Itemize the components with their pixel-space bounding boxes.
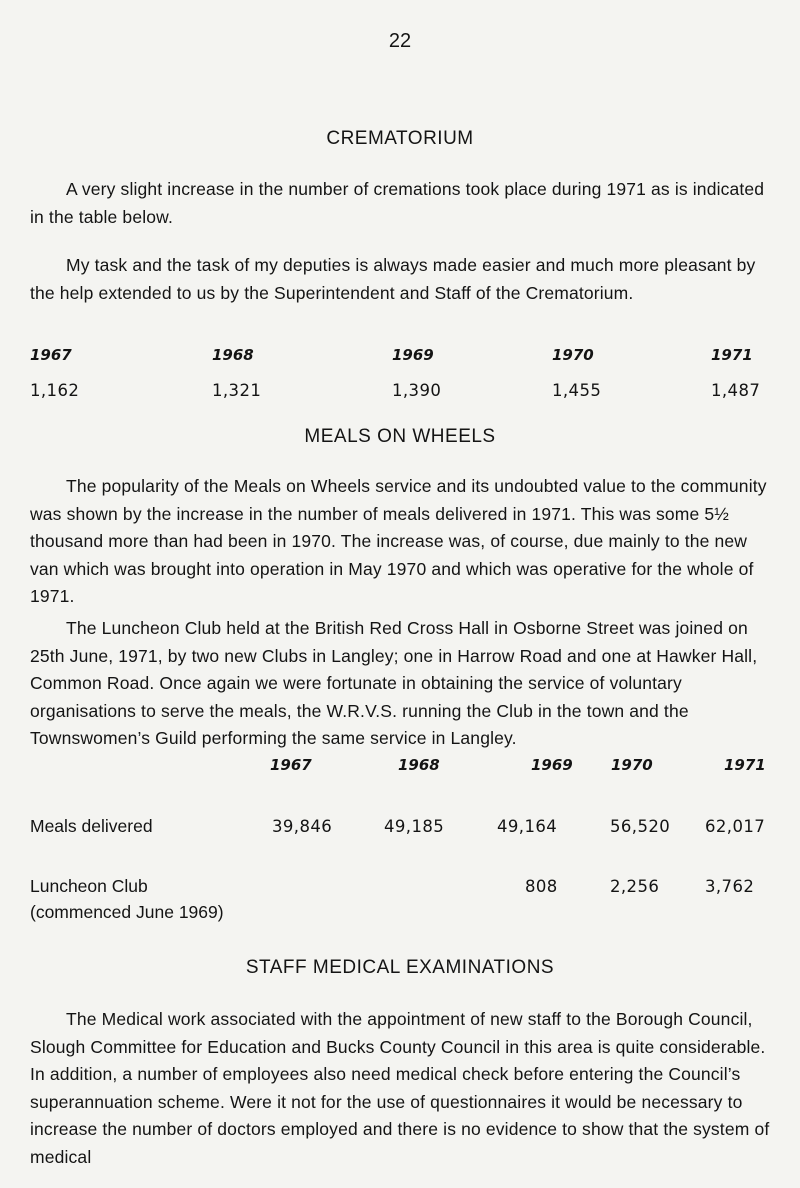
- staff-paragraph-1-text: The Medical work associated with the appointment of new staff to the Borough Council, Slough Committee for Education and Bucks County Council in this area is quite considerable. In addition, a number of employees also need medical check before entering the Council’s superannuation scheme. Were it not for the use of questionnaires it would be necessary to increase the number of doctors employed and there is no evidence to show that the system of medical: [30, 1009, 770, 1167]
- cremation-year-1969: 1969: [392, 346, 434, 364]
- luncheon-club-1971: 3,762: [705, 877, 755, 896]
- page-number: 22: [388, 30, 412, 52]
- meals-year-1971: 1971: [724, 756, 766, 774]
- meals-row-label-luncheon-club: Luncheon Club: [30, 876, 148, 896]
- meals-delivered-1967: 39,846: [272, 817, 333, 836]
- staff-medical-heading: STAFF MEDICAL EXAMINATIONS: [245, 957, 555, 978]
- crematorium-heading: CREMATORIUM: [326, 128, 474, 149]
- meals-paragraph-2-text: The Luncheon Club held at the British Red Cross Hall in Osborne Street was joined on 25th June, 1971, by two new Clubs in Langley; one in Harrow Road and one at Hawker Hall, Common Road. Once again we were fortunate in obtaining the service of voluntary organisations to serve the meals, the W.R.V.S. running the Club in the town and the Townswomen’s Guild performing the same service in Langley.: [30, 618, 758, 748]
- meals-year-1967: 1967: [270, 756, 312, 774]
- meals-row-sublabel-luncheon-club: (commenced June 1969): [30, 902, 224, 922]
- crematorium-paragraph-2: [30, 252, 770, 307]
- meals-row-label-meals-delivered: Meals delivered: [30, 816, 153, 836]
- meals-paragraph-1: [30, 473, 770, 611]
- meals-year-1968: 1968: [398, 756, 440, 774]
- meals-delivered-1969: 49,164: [497, 817, 558, 836]
- cremation-count-1969: 1,390: [392, 381, 442, 400]
- luncheon-club-1970: 2,256: [610, 877, 660, 896]
- meals-year-1969: 1969: [531, 756, 573, 774]
- luncheon-club-1969: 808: [525, 877, 558, 896]
- meals-on-wheels-heading: MEALS ON WHEELS: [304, 426, 496, 447]
- meals-paragraph-2: [30, 615, 770, 753]
- crematorium-paragraph-1-text: A very slight increase in the number of cremations took place during 1971 as is indicated in the table below.: [30, 179, 765, 227]
- meals-delivered-1971: 62,017: [705, 817, 766, 836]
- meals-year-1970-text: 1970: [611, 756, 653, 774]
- cremation-year-1971: 1971: [711, 346, 753, 364]
- meals-delivered-1970: 56,520: [610, 817, 671, 836]
- crematorium-paragraph-1: [30, 176, 770, 231]
- meals-delivered-1968: 49,185: [384, 817, 445, 836]
- cremation-count-1967: 1,162: [30, 381, 80, 400]
- crematorium-paragraph-2-text: My task and the task of my deputies is always made easier and much more pleasant by the help extended to us by the Superintendent and Staff of the Crematorium.: [30, 255, 756, 303]
- cremation-count-1970: 1,455: [552, 381, 602, 400]
- cremation-count-1971: 1,487: [711, 381, 761, 400]
- cremation-year-1967: 1967: [30, 346, 72, 364]
- cremation-year-1968: 1968: [212, 346, 254, 364]
- meals-year-1970: [611, 756, 716, 774]
- meals-paragraph-1-text: The popularity of the Meals on Wheels service and its undoubted value to the community was shown by the increase in the number of meals delivered in 1971. This was some 5½ thousand more than had been in 1970. The increase was, of course, due mainly to the new van which was brought into operation in May 1970 and which was operative for the whole of 1971.: [30, 476, 767, 606]
- staff-paragraph-1: [30, 1006, 770, 1171]
- cremation-count-1968: 1,321: [212, 381, 262, 400]
- cremation-year-1970: 1970: [552, 346, 594, 364]
